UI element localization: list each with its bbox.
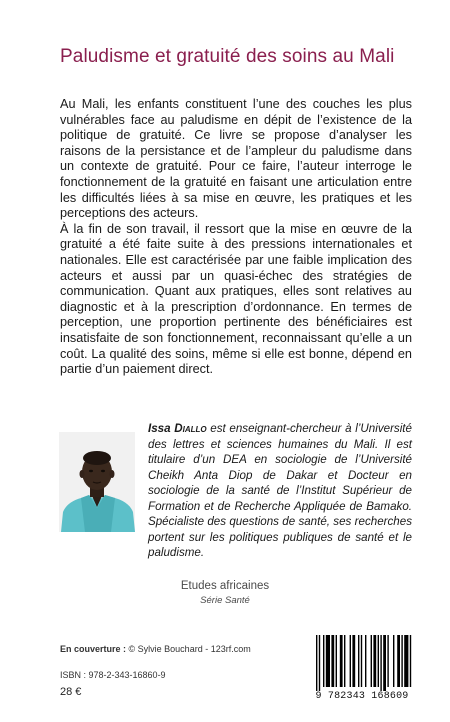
price: 28 €: [60, 686, 82, 698]
barcode-bars: [308, 633, 416, 691]
series-block: [0, 580, 450, 606]
barcode-bar: [383, 635, 386, 691]
barcode-bar: [336, 635, 337, 687]
barcode-bar: [401, 635, 402, 687]
barcode: [308, 633, 416, 703]
author-last-name: Diallo: [174, 422, 207, 435]
cover-credit-text: © Sylvie Bouchard - 123rf.com: [128, 644, 251, 654]
cover-credit-label: En couverture :: [60, 644, 127, 654]
barcode-bar: [387, 635, 388, 687]
barcode-bar: [361, 635, 362, 687]
barcode-bar: [397, 635, 400, 687]
barcode-bar: [344, 635, 345, 687]
barcode-bar: [319, 635, 320, 691]
isbn: ISBN : 978-2-343-16860-9: [60, 670, 166, 680]
author-first-name: Issa: [148, 422, 171, 435]
barcode-bar: [323, 635, 324, 687]
cover-credit: [60, 644, 251, 654]
summary-paragraph: Au Mali, les enfants constituent l’une des couches les plus vulnérables face au paludisme en dépit de l’existence de la politique de gratuité. Ce livre se propose d’analyser les raisons de la persistance et de l’ampleur du paludisme dans un contexte de gratuité. Pour ce faire, l’auteur interroge le fonctionnement de la gratuité en faisant une articulation entre les difficultés liées à sa mise en œuvre, les pratiques et les perceptions des acteurs.: [60, 97, 412, 221]
barcode-bar: [371, 635, 372, 687]
barcode-bar: [378, 635, 379, 687]
series-subseries: Série Santé: [200, 595, 250, 606]
author-bio-text: est enseignant-chercheur à l’Université des lettres et sciences humaines du Mali. Il est titulaire d’un DEA en sociologie de l’Université Cheikh Anta Diop de Dakar et Docteur en sociologie de la santé de l’Institut Supérieur de Formation et de Recherche Appliquée de Bamako. Spécialiste des questions de santé, ses recherches portent sur les politiques publiques de santé et le paludisme.: [148, 422, 412, 559]
barcode-bar: [393, 635, 394, 687]
barcode-bar: [380, 635, 381, 691]
barcode-bar: [352, 635, 355, 687]
barcode-bar: [316, 635, 317, 691]
barcode-bar: [373, 635, 376, 687]
barcode-bar: [340, 635, 343, 687]
barcode-bar: [365, 635, 366, 687]
author-photo: [59, 432, 135, 532]
barcode-bar: [358, 635, 359, 687]
barcode-bar: [326, 635, 330, 687]
book-summary: [60, 97, 412, 378]
barcode-bar: [410, 635, 411, 687]
barcode-bar: [350, 635, 351, 687]
barcode-digits: 9 782343 168609: [315, 691, 409, 702]
book-title: Paludisme et gratuité des soins au Mali: [60, 46, 395, 67]
series-collection: Etudes africaines: [180, 580, 270, 592]
barcode-bar: [404, 635, 408, 687]
summary-paragraph: À la fin de son travail, il ressort que la mise en œuvre de la gratuité a été faite suite à des pressions internationales et nationales. Elle est caractérisée par une faible implication des acteurs et aussi par un quasi-échec des stratégies de communication. Quant aux pratiques, elles sont relatives au diagnostic et à la prescription d’ordonnance. En termes de perception, une proportion pertinente des bénéficiaires est insatisfaite de son fonctionnement, reconnaissant qu’elle a un coût. La qualité des soins, même si elle est bonne, dépend en partie d’un paiement direct.: [60, 221, 412, 377]
author-portrait-image: [59, 432, 135, 532]
author-bio: [148, 421, 412, 561]
barcode-bar: [331, 635, 334, 687]
